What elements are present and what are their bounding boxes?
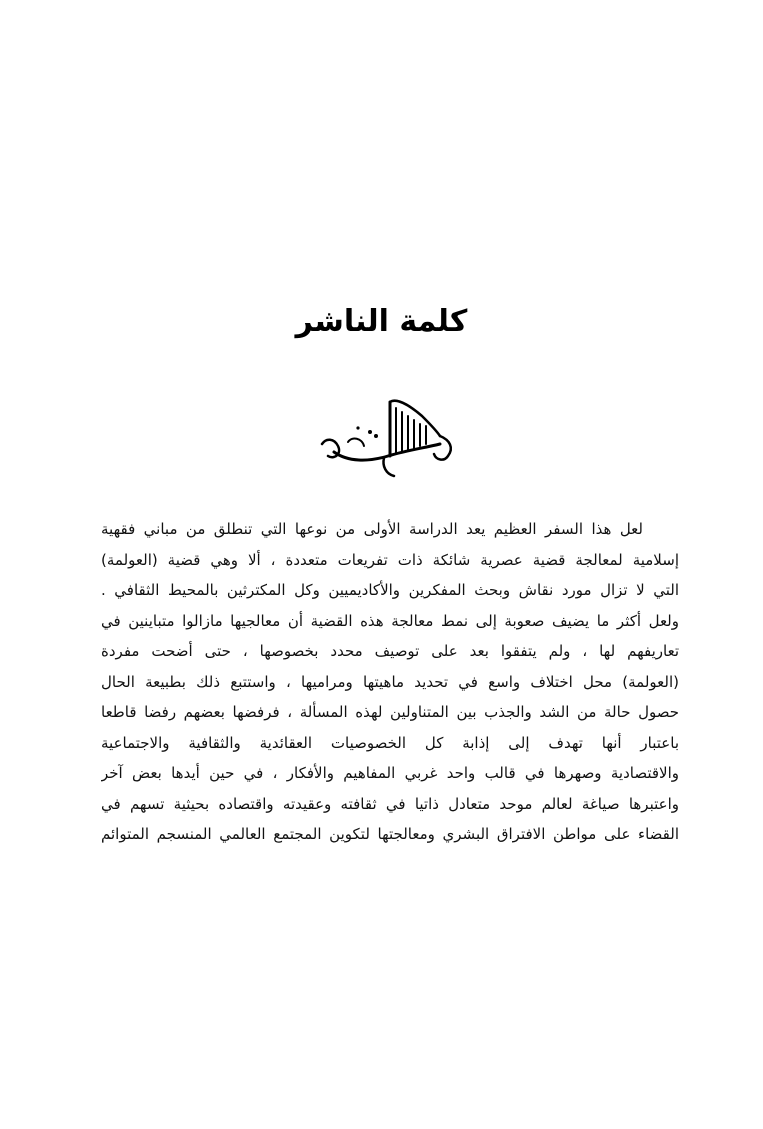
paragraph-line: (العولمة) محل اختلاف واسع في تحديد ماهيتها ومراميها ، واستتبع ذلك بطبيعة الحال	[101, 672, 679, 691]
paragraph-line: تعاريفهم لها ، ولم يتفقوا بعد على توصيف محدد بخصوصها ، حتى أضحت مفردة	[101, 642, 679, 660]
paragraph-line: حصول حالة من الشد والجذب بين المتناولين لهذه المسألة ، فرفضها بعضهم رفضا قاطعا	[101, 703, 679, 721]
paragraph-line: واعتبرها صياغة لعالم موحد متعادل ذاتيا في ثقافته وعقيدته واقتصاده بحيثية تسهم في	[101, 794, 679, 813]
paragraph-line: إسلامية لمعالجة قضية عصرية شائكة ذات تفريعات متعددة ، ألا وهي قضية (العولمة)	[101, 550, 679, 569]
paragraph-line: القضاء على مواطن الافتراق البشري ومعالجتها لتكوين المجتمع العالمي المنسجم المتوائم	[101, 825, 679, 843]
publisher-foreword-paragraph	[101, 514, 679, 850]
paragraph-line: ولعل أكثر ما يضيف صعوبة إلى نمط معالجة هذه القضية أن معالجيها مازالوا متباينين في	[101, 611, 679, 630]
paragraph-line: باعتبار أنها تهدف إلى إذابة كل الخصوصيات العقائدية والثقافية والاجتماعية	[101, 733, 679, 752]
paragraph-line: التي لا تزال مورد نقاش وبحث المفكرين والأكاديميين وكل المكترثين بالمحيط الثقافي .	[101, 581, 679, 599]
basmala-calligraphy-icon	[312, 396, 462, 478]
paragraph-line: لعل هذا السفر العظيم يعد الدراسة الأولى من نوعها التي تنطلق من مباني فقهية	[101, 520, 643, 538]
page-title: كلمة الناشر	[295, 304, 468, 339]
paragraph-line: والاقتصادية وصهرها في قالب واحد غربي المفاهيم والأفكار ، في حين أيدها بعض آخر	[101, 764, 679, 782]
